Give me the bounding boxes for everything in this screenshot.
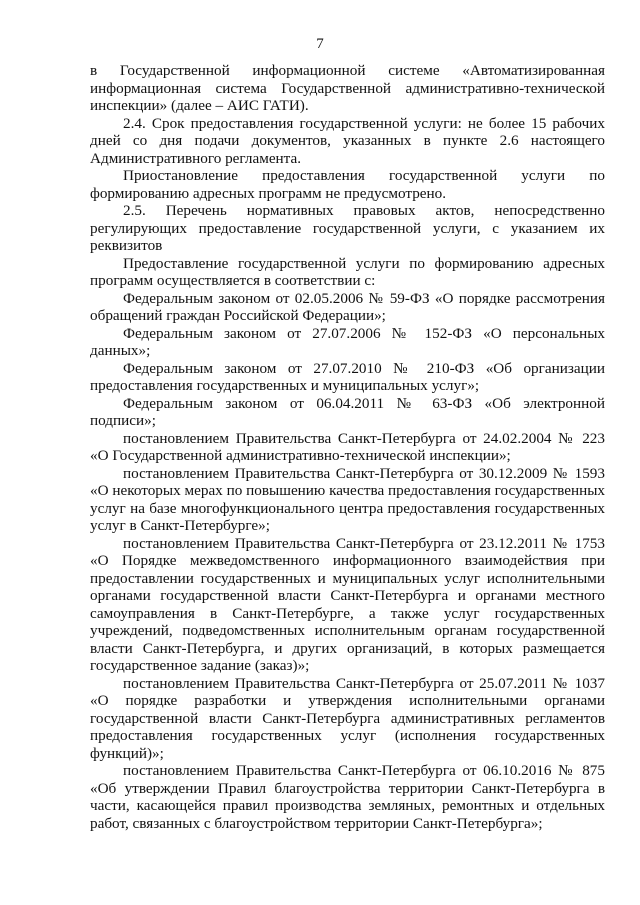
list-item-resolution-1593: постановлением Правительства Санкт-Петербурга от 30.12.2009 № 1593 «О некоторых мерах по повышению качества предоставления государственных услуг на базе многофункционального центра предоставления государственных услуг в Санкт-Петербурге»;: [90, 464, 605, 534]
list-item-resolution-1753: постановлением Правительства Санкт-Петербурга от 23.12.2011 № 1753 «О Порядке межведомственного информационного взаимодействия при предоставлении государственных и муниципальных услуг исполнительными органами государственной власти Санкт-Петербурга и органами местного самоуправления в Санкт-Петербурге, а также услуг государственных учреждений, подведомственных исполнительным органам государственной власти Санкт-Петербурга, и других организаций, в которых размещается государственное задание (заказ)»;: [90, 534, 605, 674]
document-body: [90, 62, 605, 832]
list-item-federal-law-152: Федеральным законом от 27.07.2006 № 152-ФЗ «О персональных данных»;: [90, 324, 605, 359]
list-item-federal-law-210: Федеральным законом от 27.07.2010 № 210-ФЗ «Об организации предоставления государственных и муниципальных услуг»;: [90, 359, 605, 394]
page-number: 7: [316, 36, 324, 52]
paragraph-suspension: Приостановление предоставления государственной услуги по формированию адресных программ не предусмотрено.: [90, 167, 605, 202]
list-item-federal-law-63: Федеральным законом от 06.04.2011 № 63-ФЗ «Об электронной подписи»;: [90, 394, 605, 429]
paragraph-2-4-service-term: 2.4. Срок предоставления государственной услуги: не более 15 рабочих дней со дня подачи документов, указанных в пункте 2.6 настоящего Административного регламента.: [90, 114, 605, 167]
paragraph-continuation-ais-gati: в Государственной информационной системе «Автоматизированная информационная система Государственной административно-технической инспекции» (далее – АИС ГАТИ).: [90, 62, 605, 114]
paragraph-2-5-legal-acts: 2.5. Перечень нормативных правовых актов, непосредственно регулирующих предоставление государственной услуги, с указанием их реквизитов: [90, 202, 605, 254]
list-item-federal-law-59: Федеральным законом от 02.05.2006 № 59-ФЗ «О порядке рассмотрения обращений граждан Российской Федерации»;: [90, 289, 605, 324]
list-item-resolution-875: постановлением Правительства Санкт-Петербурга от 06.10.2016 № 875 «Об утверждении Правил благоустройства территории Санкт-Петербурга в части, касающейся правил производства земляных, ремонтных и отдельных работ, связанных с благоустройством территории Санкт-Петербурга»;: [90, 762, 605, 832]
list-item-resolution-1037: постановлением Правительства Санкт-Петербурга от 25.07.2011 № 1037 «О порядке разработки и утверждения исполнительными органами государственной власти Санкт-Петербурга административных регламентов предоставления государственных услуг (исполнения государственных функций)»;: [90, 674, 605, 762]
list-item-resolution-223: постановлением Правительства Санкт-Петербурга от 24.02.2004 № 223 «О Государственной административно-технической инспекции»;: [90, 429, 605, 464]
paragraph-accordance-intro: Предоставление государственной услуги по формированию адресных программ осуществляется в соответствии с:: [90, 254, 605, 289]
